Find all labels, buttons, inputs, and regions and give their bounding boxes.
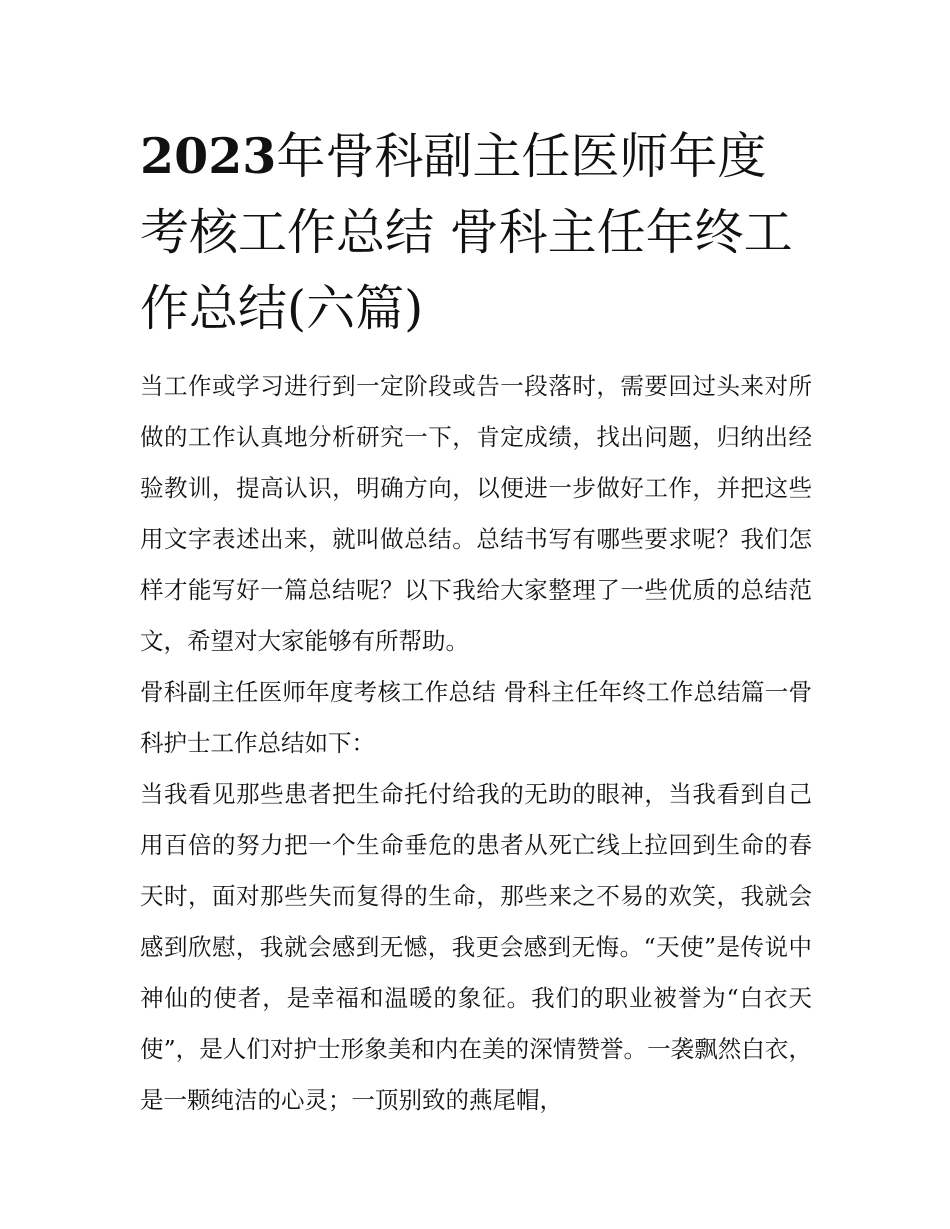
title-year: 2023 [140,127,277,185]
document-body [140,361,812,1126]
body-paragraph: 当我看见那些患者把生命托付给我的无助的眼神，当我看到自己用百倍的努力把一个生命垂危的患者从死亡线上拉回到生命的春天时，面对那些失而复得的生命，那些来之不易的欢笑，我就会感到欣慰，我就会感到无憾，我更会感到无悔。“天使”是传说中神仙的使者，是幸福和温暖的象征。我们的职业被誉为“白衣天使”，是人们对护士形象美和内在美的深情赞誉。一袭飘然白衣，是一颗纯洁的心灵；一顶别致的燕尾帽， [140,780,812,1114]
section-heading-paragraph: 骨科副主任医师年度考核工作总结 骨科主任年终工作总结篇一骨科护士工作总结如下： [140,678,812,757]
intro-paragraph: 当工作或学习进行到一定阶段或告一段落时，需要回过头来对所做的工作认真地分析研究一下，肯定成绩，找出问题，归纳出经验教训，提高认识，明确方向，以便进一步做好工作，并把这些用文字表述出来，就叫做总结。总结书写有哪些要求呢？我们怎样才能写好一篇总结呢？以下我给大家整理了一些优质的总结范文，希望对大家能够有所帮助。 [140,372,812,655]
title-text: 年骨科副主任医师年度考核工作总结 骨科主任年终工作总结(六篇) [140,128,793,337]
document-title [140,118,812,347]
document-content [140,118,812,1126]
